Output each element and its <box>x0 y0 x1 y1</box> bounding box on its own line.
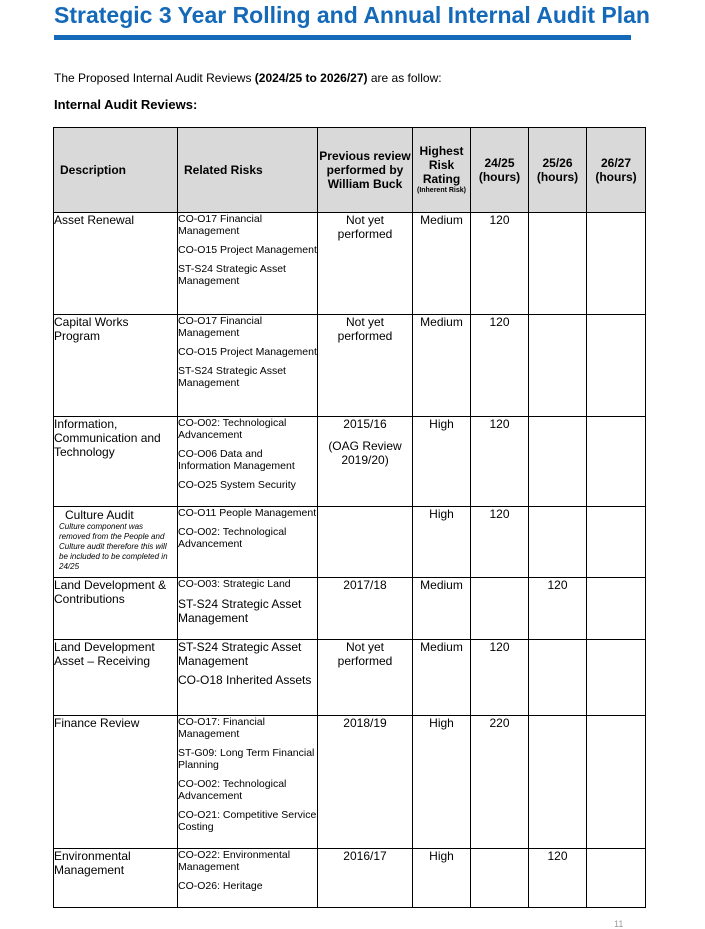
cell-related-risks <box>178 849 318 908</box>
cell-hours-2425: 120 <box>471 213 529 315</box>
table-row <box>54 716 646 849</box>
risk-item: CO-O25 System Security <box>178 479 296 491</box>
previous-review-value: Not yet performed <box>337 315 393 343</box>
cell-previous-review <box>318 716 413 849</box>
previous-review-value: 2015/16 <box>343 417 387 431</box>
cell-hours-2425: 120 <box>471 507 529 578</box>
risk-item: CO-O17: Financial Management <box>178 716 265 740</box>
cell-description: Land Development & Contributions <box>54 578 178 640</box>
cell-hours-2425: 120 <box>471 640 529 716</box>
audit-plan-table <box>53 127 646 908</box>
risk-item: ST-G09: Long Term Financial Planning <box>178 747 315 771</box>
cell-description: Finance Review <box>54 716 178 849</box>
spacer <box>318 431 412 439</box>
cell-related-risks <box>178 213 318 315</box>
header-year-2425: 24/25 (hours) <box>471 128 529 213</box>
cell-risk-rating: Medium <box>413 213 471 315</box>
table-body <box>54 213 646 908</box>
cell-related-risks <box>178 716 318 849</box>
cell-hours-2526 <box>529 640 587 716</box>
cell-description <box>54 507 178 578</box>
header-highest-risk-label: Highest Risk Rating <box>419 144 464 186</box>
cell-hours-2425 <box>471 578 529 640</box>
title-underline <box>54 35 631 40</box>
risk-item: CO-O03: Strategic Land <box>178 578 291 590</box>
table-row <box>54 578 646 640</box>
cell-hours-2425: 220 <box>471 716 529 849</box>
cell-hours-2425: 120 <box>471 417 529 507</box>
risk-item: CO-O26: Heritage <box>178 880 263 892</box>
cell-hours-2627 <box>587 507 646 578</box>
previous-review-value: 2016/17 <box>343 849 387 863</box>
previous-review-value: Not yet performed <box>337 213 393 241</box>
page-title: Strategic 3 Year Rolling and Annual Internal Audit Plan <box>54 2 650 28</box>
intro-text-start: The Proposed Internal Audit Reviews <box>54 71 255 85</box>
previous-review-extra: (OAG Review 2019/20) <box>328 439 402 467</box>
cell-hours-2526 <box>529 716 587 849</box>
cell-previous-review <box>318 417 413 507</box>
cell-description: Asset Renewal <box>54 213 178 315</box>
cell-description: Environmental Management <box>54 849 178 908</box>
cell-hours-2425: 120 <box>471 315 529 417</box>
header-year-2526: 25/26 (hours) <box>529 128 587 213</box>
header-year-2627: 26/27 (hours) <box>587 128 646 213</box>
description-title: Culture Audit <box>65 508 134 522</box>
cell-risk-rating: High <box>413 716 471 849</box>
risk-item: ST-S24 Strategic Asset Management <box>178 597 302 625</box>
risk-item: ST-S24 Strategic Asset Management <box>178 263 286 287</box>
cell-previous-review <box>318 213 413 315</box>
cell-risk-rating: High <box>413 417 471 507</box>
cell-risk-rating: High <box>413 507 471 578</box>
risk-item: CO-O21: Competitive Service Costing <box>178 809 317 833</box>
cell-related-risks <box>178 315 318 417</box>
cell-hours-2627 <box>587 578 646 640</box>
table-row <box>54 507 646 578</box>
table-row <box>54 417 646 507</box>
header-related-risks: Related Risks <box>178 128 318 213</box>
cell-description: Information, Communication and Technology <box>54 417 178 507</box>
cell-risk-rating: Medium <box>413 578 471 640</box>
cell-hours-2425 <box>471 849 529 908</box>
cell-previous-review <box>318 578 413 640</box>
cell-previous-review <box>318 507 413 578</box>
risk-item: CO-O02: Technological Advancement <box>178 778 287 802</box>
intro-period: (2024/25 to 2026/27) <box>254 71 368 85</box>
header-description: Description <box>54 128 178 213</box>
cell-hours-2627 <box>587 640 646 716</box>
cell-hours-2627 <box>587 417 646 507</box>
table-row <box>54 849 646 908</box>
cell-previous-review <box>318 640 413 716</box>
cell-hours-2627 <box>587 315 646 417</box>
cell-hours-2526 <box>529 315 587 417</box>
cell-related-risks <box>178 417 318 507</box>
cell-hours-2526 <box>529 213 587 315</box>
previous-review-value: 2018/19 <box>343 716 387 730</box>
cell-risk-rating: Medium <box>413 640 471 716</box>
cell-hours-2627 <box>587 213 646 315</box>
table-header-row <box>54 128 646 213</box>
section-heading: Internal Audit Reviews: <box>54 97 198 112</box>
header-highest-risk <box>413 128 471 213</box>
previous-review-value: Not yet performed <box>337 640 393 668</box>
intro-text-end: are as follow: <box>367 71 442 85</box>
risk-item: ST-S24 Strategic Asset Management <box>178 640 302 668</box>
cell-risk-rating: Medium <box>413 315 471 417</box>
page-number: 11 <box>614 919 624 929</box>
cell-related-risks <box>178 507 318 578</box>
cell-related-risks <box>178 640 318 716</box>
previous-review-value: 2017/18 <box>343 578 387 592</box>
cell-hours-2526: 120 <box>529 578 587 640</box>
risk-item: CO-O15 Project Management <box>178 244 317 256</box>
risk-item: CO-O02: Technological Advancement <box>178 417 287 441</box>
header-previous-review: Previous review performed by William Buck <box>318 128 413 213</box>
risk-item: CO-O15 Project Management <box>178 346 317 358</box>
risk-item: CO-O18 Inherited Assets <box>178 673 312 687</box>
cell-description: Land Development Asset – Receiving <box>54 640 178 716</box>
header-inherent-risk-note: (Inherent Risk) <box>416 187 466 194</box>
risk-item: CO-O06 Data and Information Management <box>178 448 295 472</box>
cell-hours-2526 <box>529 507 587 578</box>
risk-item: CO-O02: Technological Advancement <box>178 526 287 550</box>
risk-item: CO-O17 Financial Management <box>178 315 263 339</box>
risk-item: CO-O17 Financial Management <box>178 213 263 237</box>
cell-previous-review <box>318 315 413 417</box>
cell-hours-2627 <box>587 716 646 849</box>
cell-related-risks <box>178 578 318 640</box>
table-row <box>54 640 646 716</box>
risk-item: CO-O11 People Management <box>178 507 317 519</box>
description-note: Culture component was removed from the People and Culture audit therefore this will be included to be completed in 24/25 <box>59 522 168 571</box>
risk-item: CO-O22: Environmental Management <box>178 849 291 873</box>
cell-description: Capital Works Program <box>54 315 178 417</box>
cell-risk-rating: High <box>413 849 471 908</box>
risk-item: ST-S24 Strategic Asset Management <box>178 365 286 389</box>
table-row <box>54 213 646 315</box>
cell-hours-2526 <box>529 417 587 507</box>
table-row <box>54 315 646 417</box>
cell-hours-2526: 120 <box>529 849 587 908</box>
intro-paragraph <box>54 71 442 85</box>
cell-previous-review <box>318 849 413 908</box>
cell-hours-2627 <box>587 849 646 908</box>
